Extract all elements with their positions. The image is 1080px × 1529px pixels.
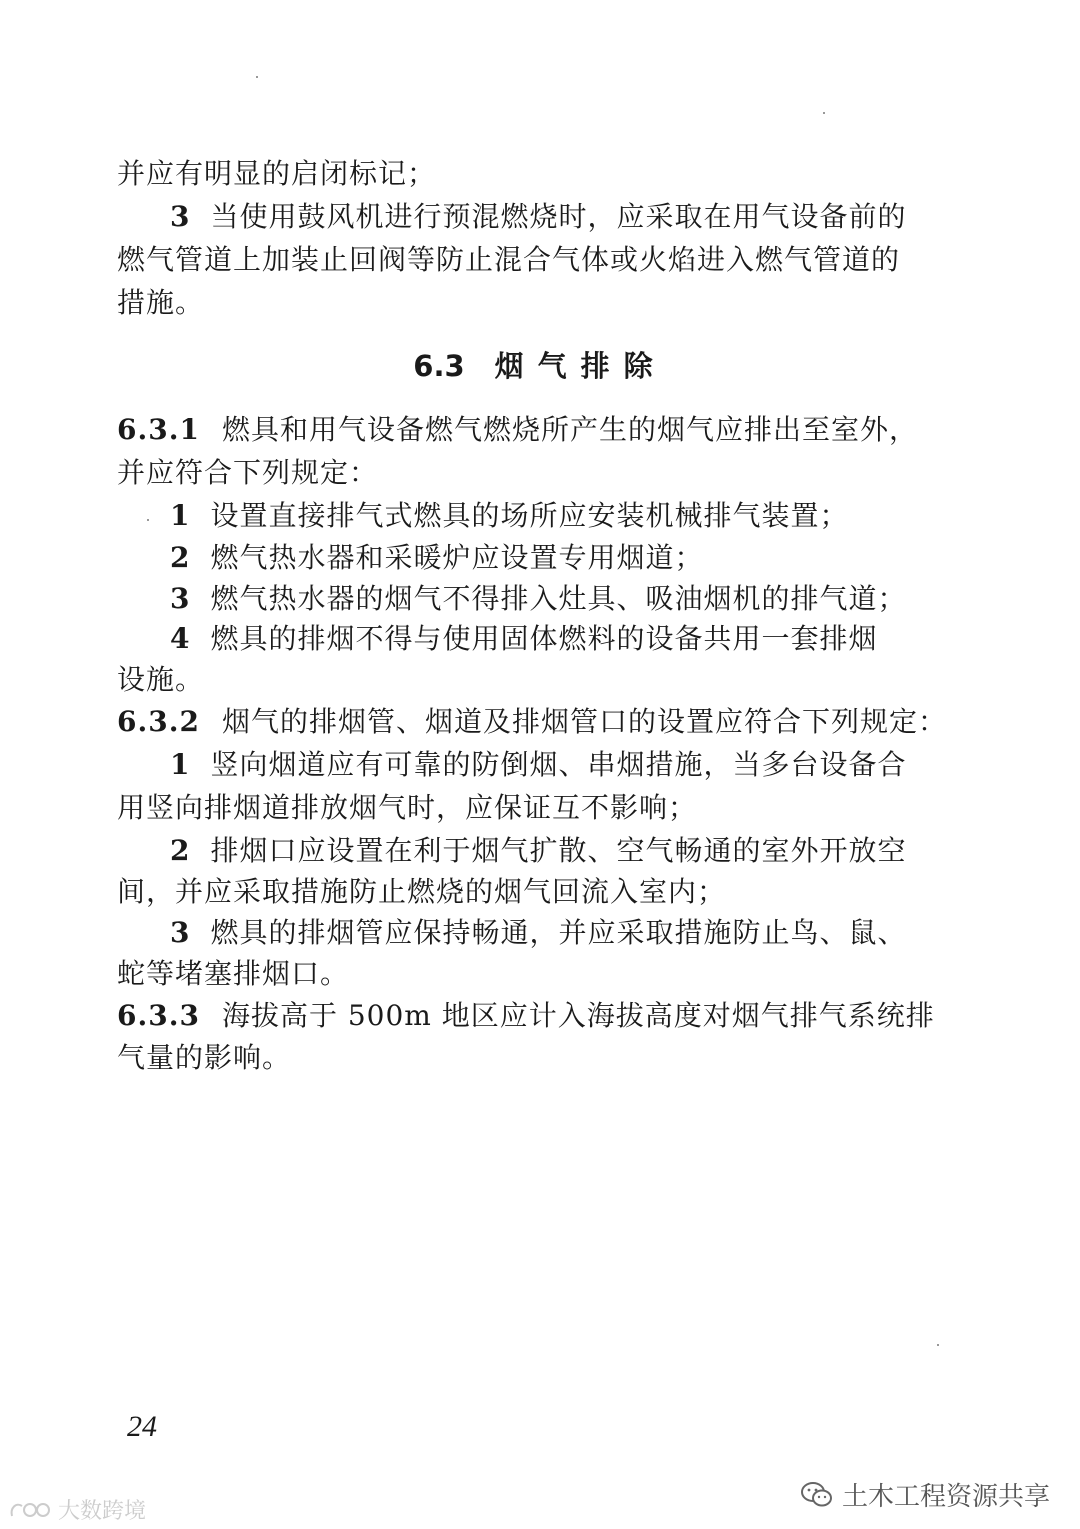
text-line — [117, 240, 900, 280]
text-line — [117, 283, 204, 323]
text-content: 烟气的排烟管、烟道及排烟管口的设置应符合下列规定： — [221, 705, 947, 738]
text-content: 燃气热水器和采暖炉应设置专用烟道； — [210, 541, 704, 574]
watermark-left — [8, 1494, 146, 1525]
text-content: 竖向烟道应有可靠的防倒烟、串烟措施，当多台设备合 — [210, 748, 907, 781]
text-line — [117, 788, 697, 828]
text-content: 燃具和用气设备燃气燃烧所产生的烟气应排出至室外， — [221, 413, 918, 446]
item-number: 1 — [170, 499, 191, 532]
section-heading — [0, 346, 1080, 386]
text-content: 间，并应采取措施防止燃烧的烟气回流入室内； — [117, 875, 727, 908]
item-number: 3 — [170, 200, 191, 233]
list-item — [170, 496, 849, 536]
watermark-text: 土木工程资源共享 — [841, 1482, 1050, 1512]
text-content: 气量的影响。 — [117, 1041, 292, 1074]
item-number: 2 — [170, 541, 191, 574]
clause-632 — [117, 702, 947, 742]
brand-logo-icon — [8, 1498, 52, 1522]
scan-speck — [147, 519, 149, 521]
text-content: 燃气管道上加装止回阀等防止混合气体或火焰进入燃气管道的 — [117, 243, 901, 276]
clause-number: 6.3.3 — [117, 999, 200, 1032]
text-content: 并应有明显的启闭标记； — [117, 157, 437, 190]
text-line — [170, 197, 907, 237]
list-item — [170, 538, 704, 578]
wechat-icon — [800, 1480, 834, 1510]
list-item — [170, 831, 907, 871]
text-line — [117, 154, 436, 194]
clause-631 — [117, 410, 918, 450]
text-content: 燃气热水器的烟气不得排入灶具、吸油烟机的排气道； — [210, 582, 907, 615]
item-number: 2 — [170, 834, 191, 867]
section-number: 6.3 — [413, 349, 465, 383]
text-line — [117, 453, 378, 493]
scan-speck — [937, 1344, 939, 1346]
page-number: 24 — [127, 1410, 157, 1443]
text-content: 蛇等堵塞排烟口。 — [117, 957, 350, 990]
text-content: 排烟口应设置在利于烟气扩散、空气畅通的室外开放空 — [210, 834, 907, 867]
text-line — [117, 1038, 291, 1078]
text-content: 措施。 — [117, 286, 205, 319]
item-number: 1 — [170, 748, 191, 781]
text-content: 用竖向排烟道排放烟气时，应保证互不影响； — [117, 791, 698, 824]
item-number: 4 — [170, 622, 191, 655]
list-item — [170, 913, 907, 953]
section-title: 烟气排除 — [494, 349, 667, 383]
list-item — [170, 745, 907, 785]
text-content: 燃具的排烟管应保持畅通，并应采取措施防止鸟、鼠、 — [210, 916, 907, 949]
item-number: 3 — [170, 916, 191, 949]
text-content: 海拔高于 500m 地区应计入海拔高度对烟气排气系统排 — [221, 999, 935, 1032]
text-content: 设置直接排气式燃具的场所应安装机械排气装置； — [210, 499, 849, 532]
scan-speck — [823, 112, 825, 114]
text-line — [117, 660, 204, 700]
watermark-text: 大数跨境 — [58, 1499, 147, 1524]
clause-number: 6.3.1 — [117, 413, 200, 446]
text-content: 设施。 — [117, 663, 205, 696]
text-content: 并应符合下列规定： — [117, 456, 379, 489]
item-number: 3 — [170, 582, 191, 615]
clause-633 — [117, 996, 935, 1036]
clause-number: 6.3.2 — [117, 705, 200, 738]
list-item — [170, 579, 907, 619]
text-content: 燃具的排烟不得与使用固体燃料的设备共用一套排烟 — [210, 622, 878, 655]
text-content: 当使用鼓风机进行预混燃烧时，应采取在用气设备前的 — [210, 200, 907, 233]
scan-speck — [256, 76, 258, 78]
text-line — [117, 872, 726, 912]
text-line — [117, 954, 349, 994]
list-item — [170, 619, 878, 659]
watermark-right — [800, 1476, 1050, 1513]
